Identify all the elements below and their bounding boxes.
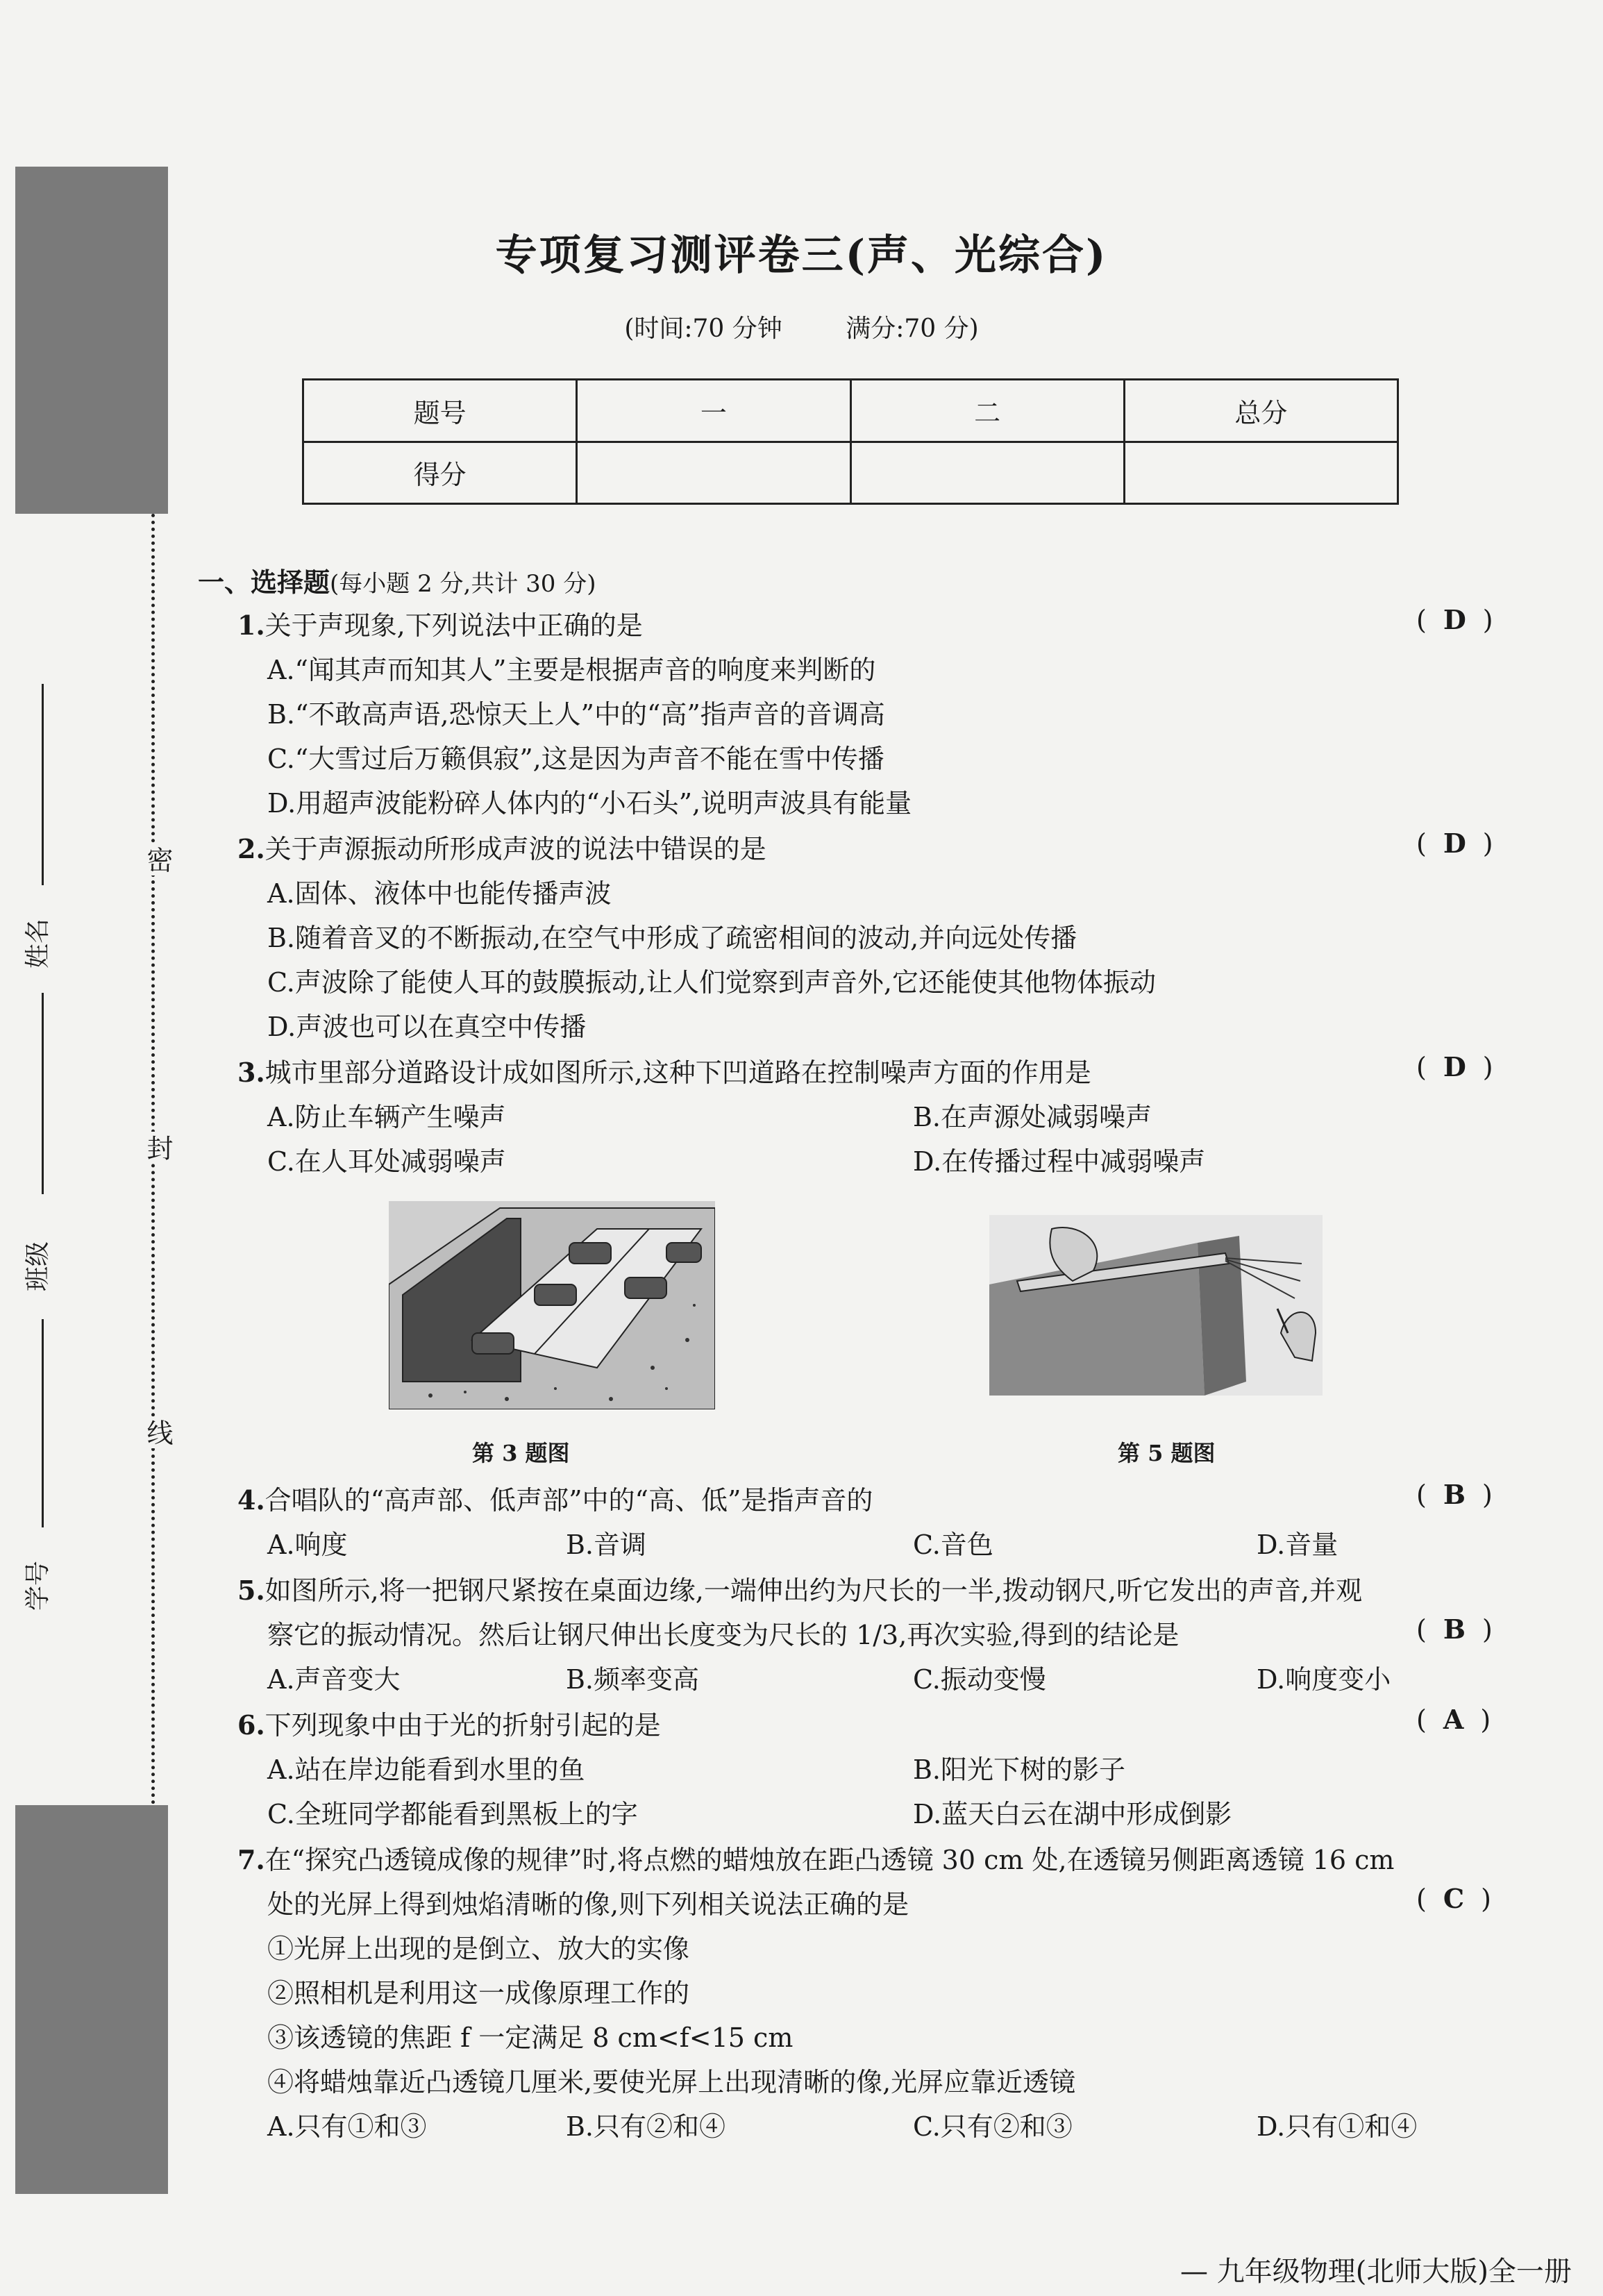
question-7-answer: ( C ) (1416, 1883, 1491, 1914)
answer-letter: D (1443, 828, 1466, 859)
answer-letter: B (1443, 1614, 1466, 1645)
question-1-option-d: D.用超声波能粉碎人体内的“小石头”,说明声波具有能量 (267, 788, 912, 819)
score-table (302, 378, 1399, 505)
question-7-stem (237, 1838, 1394, 1877)
question-6-option-a: A.站在岸边能看到水里的鱼 (267, 1754, 585, 1785)
question-5-option-b: B.频率变高 (566, 1664, 700, 1695)
question-text: 合唱队的“高声部、低声部”中的“高、低”是指声音的 (265, 1485, 873, 1516)
score-cell[interactable] (577, 442, 850, 504)
header-cell: 二 (850, 380, 1124, 442)
question-number: 5. (237, 1575, 265, 1606)
figure-5-caption: 第 5 题图 (1118, 1440, 1216, 1466)
question-7-statement-1: ①光屏上出现的是倒立、放大的实像 (267, 1934, 690, 1964)
question-4-stem (237, 1479, 873, 1517)
seal-char-feng: 封 (139, 1132, 177, 1164)
question-6-stem (237, 1704, 661, 1742)
question-number: 2. (237, 833, 265, 864)
figure-5-ruler-table (989, 1215, 1323, 1396)
question-7-option-b: B.只有②和④ (566, 2111, 726, 2142)
question-7-statement-4: ④将蜡烛靠近凸透镜几厘米,要使光屏上出现清晰的像,光屏应靠近透镜 (267, 2067, 1076, 2097)
question-2-option-c: C.声波除了能使人耳的鼓膜振动,让人们觉察到声音外,它还能使其他物体振动 (267, 967, 1156, 998)
answer-letter: B (1443, 1479, 1466, 1510)
question-number: 4. (237, 1484, 265, 1516)
question-5-option-c: C.振动变慢 (913, 1664, 1046, 1695)
figure-3-caption: 第 3 题图 (472, 1440, 570, 1466)
question-5-stem (237, 1569, 1362, 1607)
section-note: (每小题 2 分,共计 30 分) (330, 570, 596, 598)
student-id-blank-line[interactable] (42, 1319, 44, 1527)
row-label: 得分 (303, 442, 577, 504)
question-3-answer: ( D ) (1416, 1051, 1493, 1082)
answer-letter: C (1443, 1883, 1465, 1914)
question-3-option-b: B.在声源处减弱噪声 (913, 1102, 1152, 1132)
section-title: 一、选择题 (198, 567, 330, 598)
question-4-answer: ( B ) (1416, 1479, 1493, 1510)
section-heading (198, 561, 596, 599)
question-text: 如图所示,将一把钢尺紧按在桌面边缘,一端伸出约为尺长的一半,拨动钢尺,听它发出的声音,并观 (265, 1575, 1363, 1606)
question-7-statement-2: ②照相机是利用这一成像原理工作的 (267, 1978, 690, 2009)
question-6-option-d: D.蓝天白云在湖中形成倒影 (913, 1799, 1232, 1829)
page-footer: — 九年级物理(北师大版)全一册 (1180, 2256, 1572, 2288)
question-number: 1. (237, 610, 265, 641)
question-7-option-d: D.只有①和④ (1257, 2111, 1418, 2142)
question-7-stem-cont: 处的光屏上得到烛焰清晰的像,则下列相关说法正确的是 (267, 1889, 909, 1920)
question-text: 城市里部分道路设计成如图所示,这种下凹道路在控制噪声方面的作用是 (265, 1057, 1091, 1088)
question-2-option-d: D.声波也可以在真空中传播 (267, 1012, 587, 1042)
question-1-option-a: A.“闻其声而知其人”主要是根据声音的响度来判断的 (267, 655, 876, 685)
question-1-option-b: B.“不敢高声语,恐惊天上人”中的“高”指声音的音调高 (267, 699, 885, 730)
question-text: 下列现象中由于光的折射引起的是 (265, 1710, 661, 1741)
question-6-option-b: B.阳光下树的影子 (913, 1754, 1126, 1785)
question-5-stem-cont: 察它的振动情况。然后让钢尺伸出长度变为尺长的 1/3,再次实验,得到的结论是 (267, 1620, 1180, 1650)
question-text: 在“探究凸透镜成像的规律”时,将点燃的蜡烛放在距凸透镜 30 cm 处,在透镜另侧距离透镜 16 cm (265, 1845, 1395, 1875)
question-number: 7. (237, 1844, 265, 1875)
question-1-option-c: C.“大雪过后万籁俱寂”,这是因为声音不能在雪中传播 (267, 744, 884, 774)
question-5-answer: ( B ) (1416, 1614, 1493, 1645)
header-cell: 一 (577, 380, 850, 442)
student-id-label: 学号 (24, 1560, 52, 1611)
question-3-option-a: A.防止车辆产生噪声 (267, 1102, 506, 1132)
question-7-option-a: A.只有①和③ (267, 2111, 427, 2142)
question-6-option-c: C.全班同学都能看到黑板上的字 (267, 1799, 638, 1829)
question-4-option-d: D.音量 (1257, 1530, 1338, 1560)
question-2-option-a: A.固体、液体中也能传播声波 (267, 878, 612, 909)
question-text: 关于声现象,下列说法中正确的是 (265, 610, 643, 641)
score-cell[interactable] (1124, 442, 1398, 504)
seal-char-xian: 线 (139, 1416, 177, 1448)
margin-shade-bottom (15, 1805, 168, 2194)
question-2-stem (237, 828, 766, 866)
question-text: 关于声源振动所形成声波的说法中错误的是 (265, 834, 766, 864)
question-number: 3. (237, 1057, 265, 1088)
score-cell[interactable] (850, 442, 1124, 504)
answer-letter: D (1443, 604, 1466, 635)
question-7-statement-3: ③该透镜的焦距 f 一定满足 8 cm<f<15 cm (267, 2022, 794, 2053)
answer-letter: D (1443, 1051, 1466, 1082)
question-4-option-c: C.音色 (913, 1530, 993, 1560)
seal-char-mi: 密 (139, 844, 177, 875)
question-3-option-c: C.在人耳处减弱噪声 (267, 1146, 506, 1177)
question-4-option-a: A.响度 (267, 1530, 348, 1560)
answer-letter: A (1443, 1704, 1464, 1735)
full-score: 满分:70 分) (846, 315, 979, 343)
table-row (303, 442, 1398, 504)
class-blank-line[interactable] (42, 993, 44, 1194)
question-1-answer: ( D ) (1416, 604, 1493, 635)
exam-info (0, 309, 1603, 344)
time-limit: (时间:70 分钟 (624, 315, 782, 343)
page-title: 专项复习测评卷三(声、光综合) (495, 231, 1108, 280)
question-number: 6. (237, 1709, 265, 1741)
table-row (303, 380, 1398, 442)
figure-3-sunken-road (389, 1201, 715, 1409)
question-6-answer: ( A ) (1416, 1704, 1491, 1735)
question-5-option-a: A.声音变大 (267, 1664, 401, 1695)
header-cell: 总分 (1124, 380, 1398, 442)
question-2-option-b: B.随着音叉的不断振动,在空气中形成了疏密相间的波动,并向远处传播 (267, 923, 1077, 953)
question-3-stem (237, 1051, 1091, 1089)
question-1-stem (237, 604, 643, 642)
name-blank-line[interactable] (42, 684, 44, 885)
question-3-option-d: D.在传播过程中减弱噪声 (913, 1146, 1206, 1177)
question-4-option-b: B.音调 (566, 1530, 647, 1560)
class-label: 班级 (24, 1241, 52, 1291)
question-7-option-c: C.只有②和③ (913, 2111, 1073, 2142)
header-cell: 题号 (303, 380, 577, 442)
question-5-option-d: D.响度变小 (1257, 1664, 1391, 1695)
question-2-answer: ( D ) (1416, 828, 1493, 859)
name-label: 姓名 (24, 918, 52, 969)
